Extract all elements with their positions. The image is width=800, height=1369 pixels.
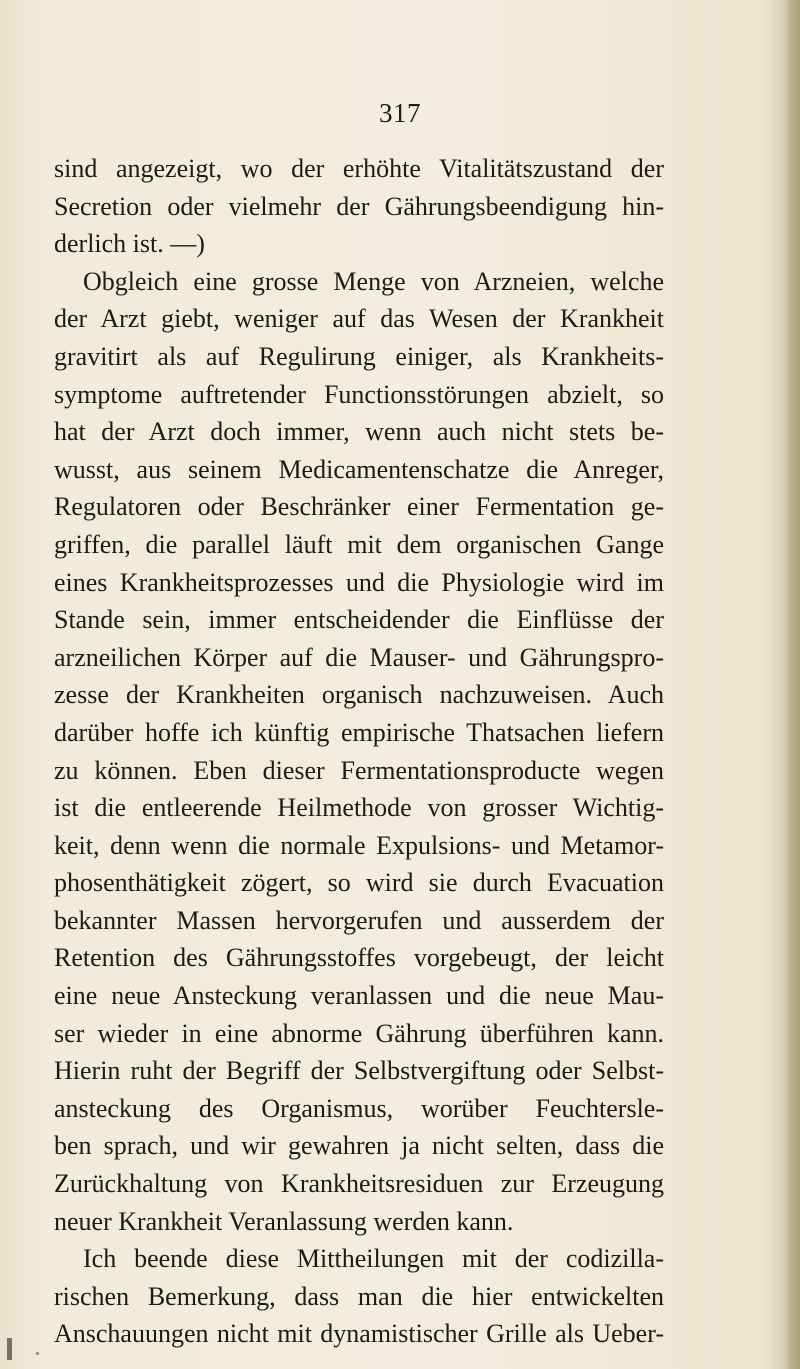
page-number: 317: [379, 98, 421, 128]
text-line: eine neue Ansteckung veranlassen und die neue Mau-: [54, 981, 664, 1011]
text-line: Secretion oder vielmehr der Gährungsbeendigung hin-: [54, 191, 664, 221]
text-line: bekannter Massen hervorgerufen und ausserdem der: [54, 905, 664, 935]
text-line: zesse der Krankheiten organisch nachzuweisen. Auch: [54, 680, 664, 710]
text-line: Retention des Gährungsstoffes vorgebeugt, der leicht: [54, 943, 664, 973]
text-line: Zurückhaltung von Krankheitsresiduen zur Erzeugung: [54, 1169, 664, 1199]
text-line: arzneilichen Körper auf die Mauser- und Gährungspro-: [54, 642, 664, 672]
text-line: keit, denn wenn die normale Expulsions- und Metamor-: [54, 830, 664, 860]
text-line: Obgleich eine grosse Menge von Arzneien, welche: [83, 266, 664, 296]
text-line: eines Krankheitsprozesses und die Physiologie wird im: [54, 567, 664, 597]
text-line: neuer Krankheit Veranlassung werden kann.: [54, 1206, 514, 1236]
page-gutter-shadow: [764, 0, 786, 1369]
text-line: der Arzt giebt, weniger auf das Wesen der Krankheit: [54, 304, 664, 334]
text-line: ist die entleerende Heilmethode von grosser Wichtig-: [54, 793, 664, 823]
text-line: Regulatoren oder Beschränker einer Fermentation ge-: [54, 492, 664, 522]
text-line: griffen, die parallel läuft mit dem organischen Gange: [54, 529, 664, 559]
text-line: symptome auftretender Functionsstörungen abzielt, so: [54, 379, 664, 409]
text-line: ansteckung des Organismus, worüber Feuchtersle-: [54, 1093, 664, 1123]
text-line: Ich beende diese Mittheilungen mit der codizilla-: [83, 1244, 664, 1274]
page-edge: [786, 0, 800, 1369]
text-line: gravitirt als auf Regulirung einiger, als Krankheits-: [54, 341, 664, 371]
ink-speck: [36, 1352, 39, 1355]
text-line: phosenthätigkeit zögert, so wird sie durch Evacuation: [54, 868, 664, 898]
text-line: hat der Arzt doch immer, wenn auch nicht stets be-: [54, 417, 664, 447]
text-line: ser wieder in eine abnorme Gährung überführen kann.: [54, 1018, 664, 1048]
text-line: darüber hoffe ich künftig empirische Thatsachen liefern: [54, 717, 664, 747]
text-line: derlich ist. —): [54, 229, 205, 259]
text-line: rischen Bemerkung, dass man die hier entwickelten: [54, 1281, 664, 1311]
text-line: Anschauungen nicht mit dynamistischer Grille als Ueber-: [54, 1319, 664, 1349]
text-line: Stande sein, immer entscheidender die Einflüsse der: [54, 605, 664, 635]
ink-speck: [7, 1338, 12, 1360]
body-text: [54, 150, 664, 1353]
text-line: Hierin ruht der Begriff der Selbstvergiftung oder Selbst-: [54, 1056, 664, 1086]
text-line: wusst, aus seinem Medicamentenschatze die Anreger,: [54, 454, 664, 484]
text-line: sind angezeigt, wo der erhöhte Vitalitätszustand der: [54, 154, 664, 183]
text-line: zu können. Eben dieser Fermentationsproducte wegen: [54, 755, 664, 785]
text-line: ben sprach, und wir gewahren ja nicht selten, dass die: [54, 1131, 664, 1161]
